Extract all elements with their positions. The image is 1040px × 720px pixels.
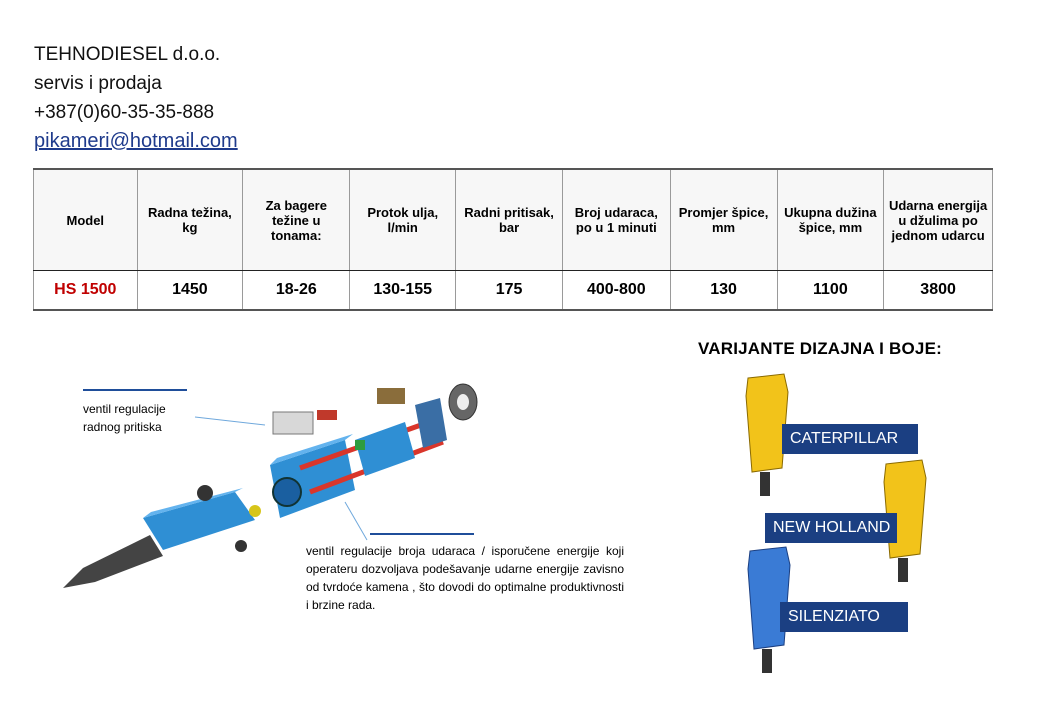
header-tool-diameter: Promjer špice, mm [670,169,777,271]
header-pressure: Radni pritisak, bar [456,169,563,271]
callout-underline-impact [370,533,474,535]
leader-line-pressure [195,417,265,425]
email-link[interactable]: pikameri@hotmail.com [34,130,238,152]
cell-blows: 400-800 [563,271,671,311]
header-blows: Broj udaraca, po u 1 minuti [563,169,671,271]
header-oil-flow: Protok ulja, l/min [350,169,456,271]
header-model: Model [34,169,138,271]
cell-pressure: 175 [456,271,563,311]
spec-table-row [34,271,993,311]
spec-table [33,168,993,311]
cell-model: HS 1500 [34,271,138,311]
bolt-shape [197,485,213,501]
company-tagline: servis i prodaja [34,73,162,94]
chisel-shape [63,535,163,588]
header-weight: Radna težina, kg [137,169,243,271]
brand-new-holland: NEW HOLLAND [765,513,897,543]
valve-shape [273,412,313,434]
brand-silenziato: SILENZIATO [780,602,908,632]
callout-pressure-valve: ventil regulacije radnog pritiska [83,402,166,434]
callout-impact-valve: ventil regulacije broja udaraca / isporučene energije koji operateru dozvoljava podešavanje udarne energije zavisno od tvrdoće kamena , što dovodi do optimalne produktivnosti i brzine rada. [306,544,624,612]
variants-title: VARIJANTE DIZAJNA I BOJE: [698,339,942,358]
callout-underline-pressure [83,389,187,391]
cell-impact-energy: 3800 [884,271,993,311]
cell-weight: 1450 [137,271,243,311]
cell-excavator-weight: 18-26 [243,271,350,311]
contact-block [34,40,238,156]
cell-tool-length: 1100 [777,271,884,311]
spec-table-header-row [34,169,993,271]
cell-tool-diameter: 130 [670,271,777,311]
header-impact-energy: Udarna energija u džulima po jednom udarcu [884,169,993,271]
header-tool-length: Ukupna dužina špice, mm [777,169,884,271]
company-name: TEHNODIESEL d.o.o. [34,44,221,65]
header-excavator-weight: Za bagere težine u tonama: [243,169,350,271]
leader-line-impact [345,502,367,540]
phone-number: +387(0)60-35-35-888 [34,102,215,123]
cell-oil-flow: 130-155 [350,271,456,311]
brand-caterpillar: CATERPILLAR [782,424,918,454]
